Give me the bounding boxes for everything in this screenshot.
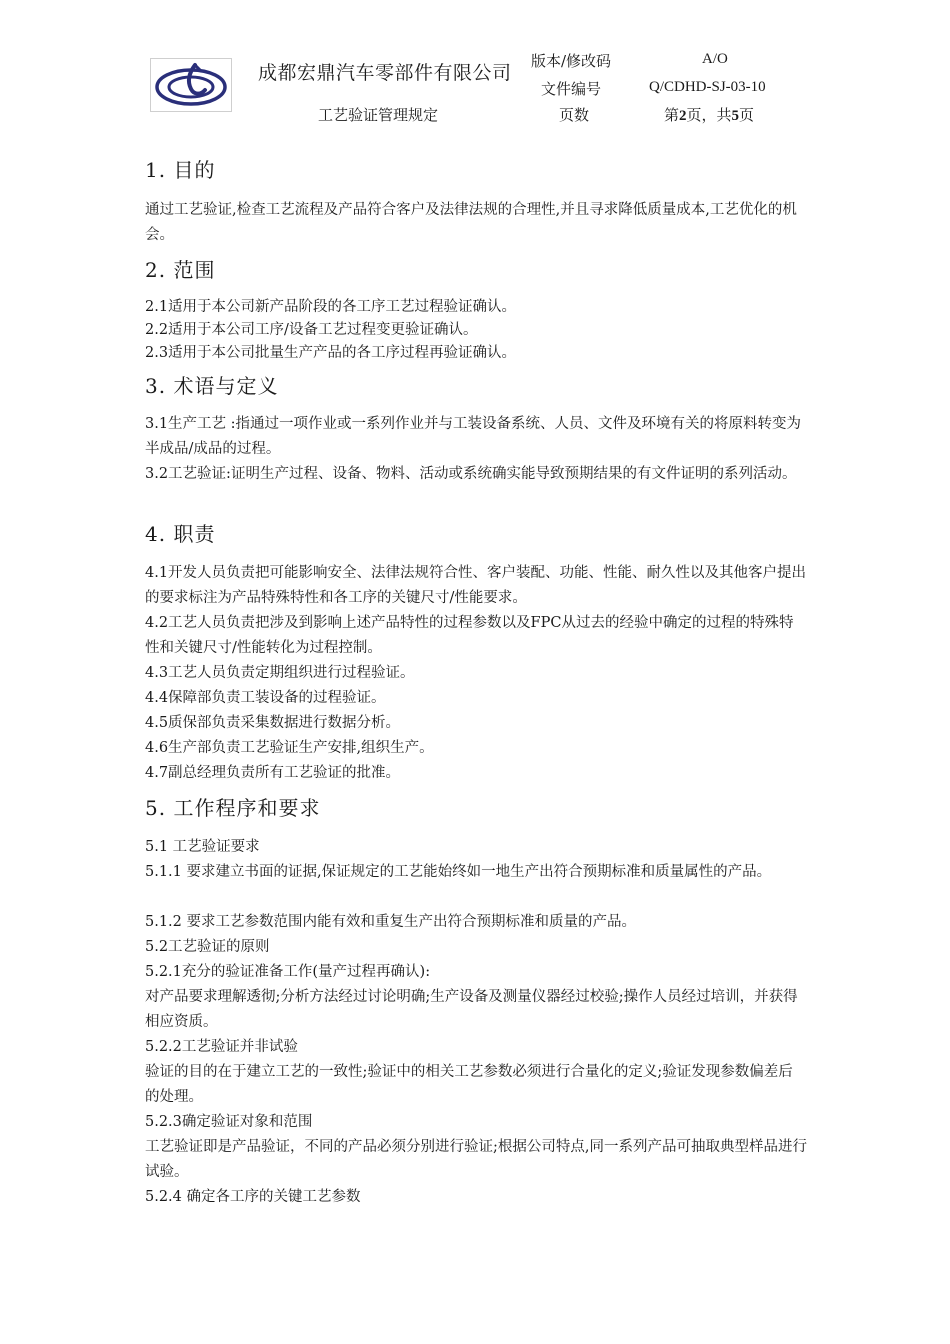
section-3-item: 3.1生产工艺 :指通过一项作业或一系列作业并与工装设备系统、人员、文件及环境有关的将原料转变为半成品/成品的过程。 xyxy=(145,416,802,457)
pages-value: 第2页，共5页 xyxy=(664,108,755,124)
company-logo-icon xyxy=(151,59,231,111)
section-5-item: 工艺验证即是产品验证，不同的产品必须分别进行验证;根据公司特点,同一系列产品可抽取典型样品进行试验。 xyxy=(145,1139,807,1180)
section-5-heading: 5. 工作程序和要求 xyxy=(145,796,321,820)
section-3-heading: 3. 术语与定义 xyxy=(145,374,279,398)
current-page: 2 xyxy=(679,108,687,124)
section-4-item: 4.2工艺人员负责把涉及到影响上述产品特性的过程参数以及FPC从过去的经验中确定的过程的特殊特性和关键尺寸/性能转化为过程控制。 xyxy=(145,615,794,656)
section-4-item: 4.7副总经理负责所有工艺验证的批准。 xyxy=(145,765,401,781)
version-label: 版本/修改码 xyxy=(531,52,612,70)
section-5-item: 5.2.3确定验证对象和范围 xyxy=(145,1114,313,1130)
document-number-label: 文件编号 xyxy=(541,80,602,98)
company-logo xyxy=(150,58,232,112)
section-4-item: 4.4保障部负责工装设备的过程验证。 xyxy=(145,690,386,706)
section-4-heading: 4. 职责 xyxy=(145,522,216,546)
section-2-item: 2.3适用于本公司批量生产产品的各工序过程再验证确认。 xyxy=(145,345,517,361)
section-5-item: 5.1 工艺验证要求 xyxy=(145,839,260,855)
section-5-item: 5.1.1 要求建立书面的证据,保证规定的工艺能始终如一地生产出符合预期标准和质量属性的产品。 xyxy=(145,864,772,880)
section-4-item: 4.6生产部负责工艺验证生产安排,组织生产。 xyxy=(145,740,434,756)
section-4-item: 4.3工艺人员负责定期组织进行过程验证。 xyxy=(145,665,415,681)
section-2-heading: 2. 范围 xyxy=(145,258,216,282)
section-3-item: 3.2工艺验证:证明生产过程、设备、物料、活动或系统确实能导致预期结果的有文件证明的系列活动。 xyxy=(145,466,797,482)
section-1-heading: 1. 目的 xyxy=(145,158,216,182)
section-5-item: 5.2.1充分的验证准备工作(量产过程再确认): xyxy=(145,964,431,980)
section-2-item: 2.1适用于本公司新产品阶段的各工序工艺过程验证确认。 xyxy=(145,299,517,315)
section-5-item: 5.2.4 确定各工序的关键工艺参数 xyxy=(145,1189,361,1205)
company-name: 成都宏鼎汽车零部件有限公司 xyxy=(258,62,512,84)
section-5-item: 5.1.2 要求工艺参数范围内能有效和重复生产出符合预期标准和质量的产品。 xyxy=(145,914,637,930)
document-title: 工艺验证管理规定 xyxy=(318,106,439,124)
section-5-item: 5.2工艺验证的原则 xyxy=(145,939,270,955)
section-1-body: 通过工艺验证,检查工艺流程及产品符合客户及法律法规的合理性,并且寻求降低质量成本,工艺优化的机会。 xyxy=(145,202,797,243)
section-5-item: 5.2.2工艺验证并非试验 xyxy=(145,1039,298,1055)
section-5-item: 对产品要求理解透彻;分析方法经过讨论明确;生产设备及测量仪器经过校验;操作人员经过培训，并获得相应资质。 xyxy=(145,989,798,1030)
total-pages: 5 xyxy=(731,108,740,124)
section-4-item: 4.1开发人员负责把可能影响安全、法律法规符合性、客户装配、功能、性能、耐久性以及其他客户提出的要求标注为产品特殊特性和各工序的关键尺寸/性能要求。 xyxy=(145,565,807,606)
section-4-item: 4.5质保部负责采集数据进行数据分析。 xyxy=(145,715,401,731)
pages-label: 页数 xyxy=(559,106,590,124)
section-2-item: 2.2适用于本公司工序/设备工艺过程变更验证确认。 xyxy=(145,322,478,338)
version-value: A/O xyxy=(702,51,728,67)
section-5-item: 验证的目的在于建立工艺的一致性;验证中的相关工艺参数必须进行合量化的定义;验证发现参数偏差后的处理。 xyxy=(145,1064,793,1105)
document-number-value: Q/CDHD-SJ-03-10 xyxy=(649,79,766,95)
